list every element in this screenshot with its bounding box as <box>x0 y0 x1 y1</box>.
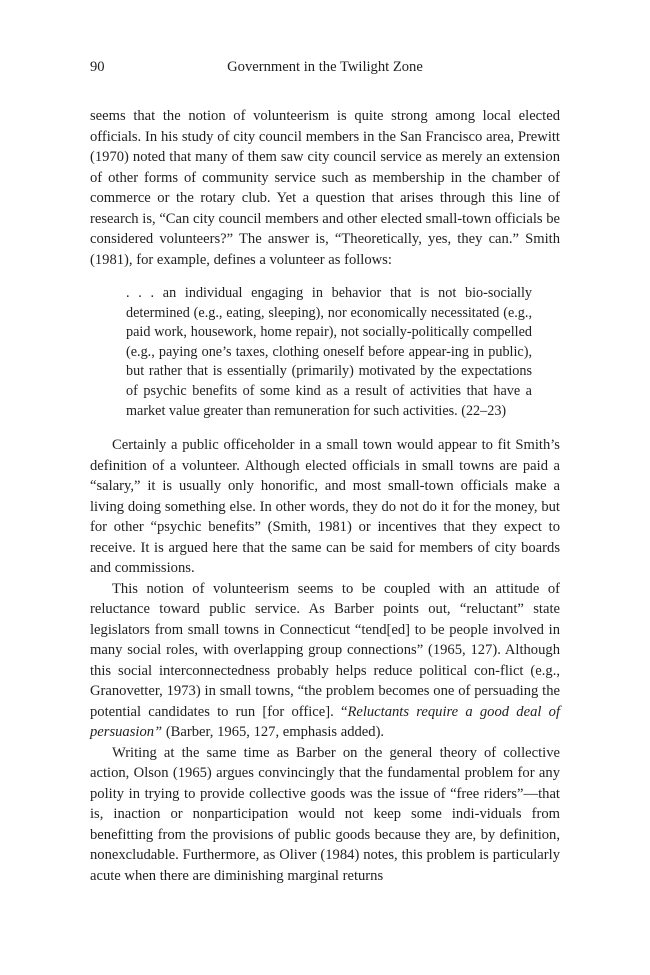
paragraph-smith-definition: Certainly a public officeholder in a small town would appear to fit Smith’s definition of a volunteer. Although elected officials in small towns are paid a “salary,” it is usually only honorific, and most small-town officials make a living doing something else. In other words, they do not do it for the money, but for other “psychic benefits” (Smith, 1981) or incentives that they expect to receive. It is argued here that the same can be said for members of city boards and commissions. <box>90 437 560 577</box>
emphasized-quote: Reluctants require a good deal of persuasion” <box>90 703 560 741</box>
reluctance-text: This notion of volunteerism seems to be coupled with an attitude of reluctance toward public service. As Barber points out, “reluctant” state legislators from small towns in Connecticut “tend[ed] to be people involved in many social roles, with overlapping group connections” (1965, 127). Although this social interconnectedness probably helps reduce political con-flict (e.g., Granovetter, 1973) in small towns, “the problem becomes one of persuading the potential candidates to run [for office]. “ <box>90 580 560 720</box>
running-title: Government in the Twilight Zone <box>227 59 423 75</box>
page-header <box>90 57 560 77</box>
body-text <box>90 106 560 886</box>
paragraph-reluctance <box>90 579 560 743</box>
page-number: 90 <box>90 59 105 75</box>
paragraph-collective-action: Writing at the same time as Barber on the general theory of collective action, Olson (1965) argues convincingly that the fundamental problem for any polity in trying to provide collective goods was the issue of “free riders”—that is, inaction or nonparticipation would not keep some indi-viduals from benefitting from the provisions of public goods because they are, by definition, nonexcludable. Furthermore, as Oliver (1984) notes, this problem is particularly acute when there are diminishing marginal returns <box>90 744 560 884</box>
paragraph-continued: seems that the notion of volunteerism is quite strong among local elected officials. In his study of city council members in the San Francisco area, Prewitt (1970) noted that many of them saw city council service as merely an extension of other forms of community service such as membership in the chamber of commerce or the rotary club. Yet a question that arises through this line of research is, “Can city council members and other elected small-town officials be considered volunteers?” The answer is, “Theoretically, yes, they can.” Smith (1981), for example, defines a volunteer as follows: <box>90 108 560 268</box>
citation-text: (Barber, 1965, 127, emphasis added). <box>162 724 385 741</box>
block-quote: . . . an individual engaging in behavior that is not bio-socially determined (e.g., eating, sleeping), nor economically necessitated (e.g., paid work, housework, home repair), not socially-politically compelled (e.g., paying one’s taxes, clothing oneself before appear-ing in public), but rather that is essentially (primarily) motivated by the expectations of psychic benefits of some kind as a result of activities that have a market value greater than remuneration for such activities. (22–23) <box>126 285 532 419</box>
